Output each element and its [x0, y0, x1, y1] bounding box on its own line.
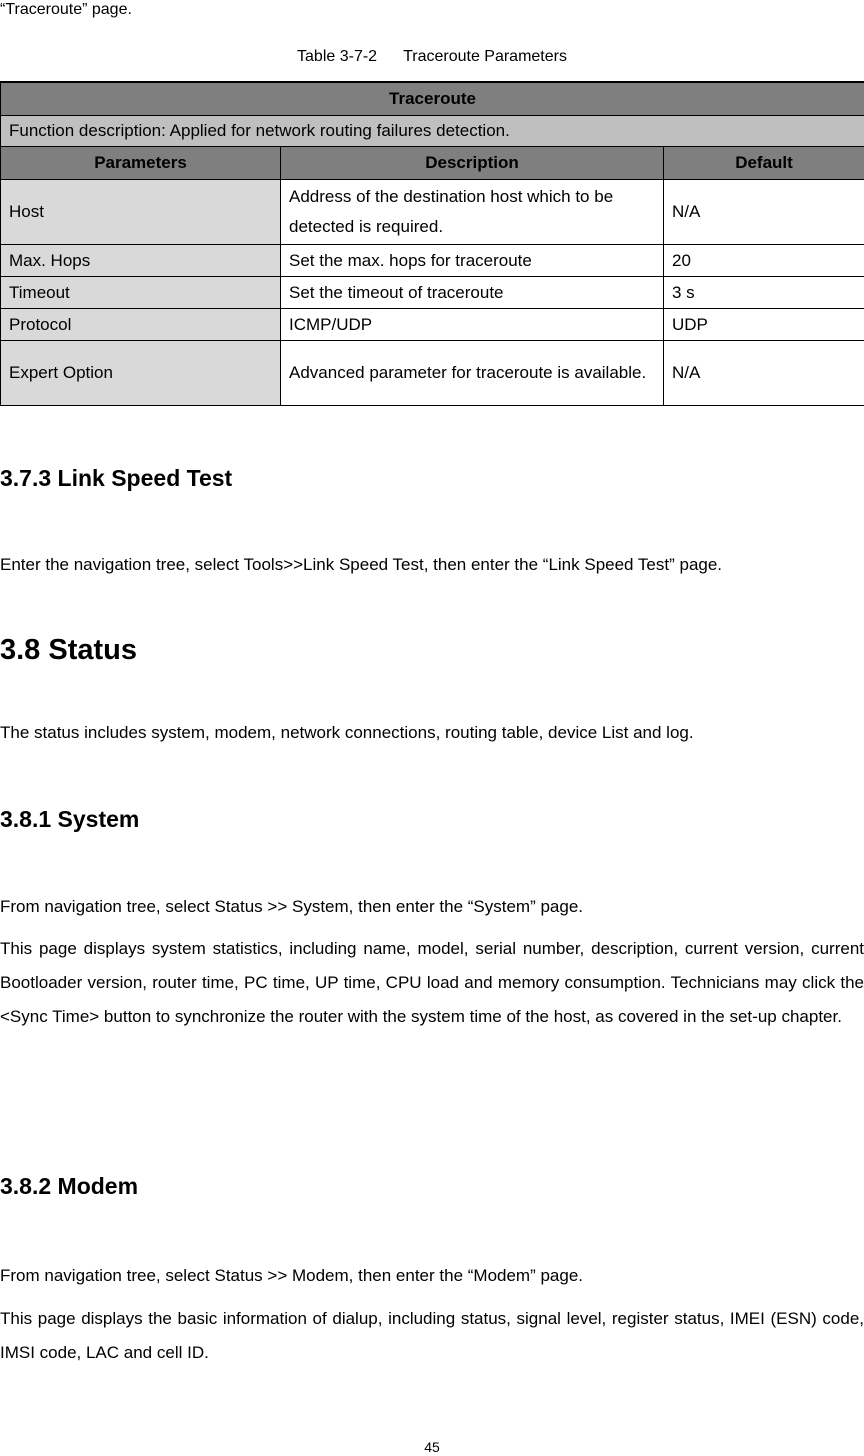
section-heading-status: 3.8 Status [0, 634, 137, 666]
modem-navigation-paragraph: From navigation tree, select Status >> Modem, then enter the “Modem” page. [0, 1266, 584, 1285]
section-heading-system: 3.8.1 System [0, 806, 140, 832]
traceroute-parameters-table [0, 81, 864, 406]
status-paragraph: The status includes system, modem, network connections, routing table, device List and log. [0, 723, 694, 742]
description-cell: ICMP/UDP [281, 309, 664, 341]
table-caption [0, 46, 864, 68]
table-title: Traceroute [1, 82, 864, 116]
table-row [1, 180, 864, 245]
default-cell: N/A [664, 180, 864, 245]
column-header-description: Description [281, 147, 664, 180]
lead-text: “Traceroute” page. [0, 1, 132, 18]
table-row [1, 309, 864, 341]
column-header-default: Default [664, 147, 864, 180]
table-row [1, 277, 864, 309]
default-cell: N/A [664, 341, 864, 406]
page-number: 45 [424, 1439, 440, 1455]
description-cell: Set the max. hops for traceroute [281, 245, 664, 277]
system-description-paragraph: This page displays system statistics, including name, model, serial number, description, current version, current Bootloader version, router time, PC time, UP time, CPU load and memory consumption. Technicians may click the <Sync Time> button to synchronize the router with the system time of the host, as covered in the set-up chapter. [0, 939, 864, 1026]
parameter-cell: Timeout [1, 277, 281, 309]
default-cell: 20 [664, 245, 864, 277]
parameter-cell: Expert Option [1, 341, 281, 406]
modem-description-paragraph: This page displays the basic information of dialup, including status, signal level, register status, IMEI (ESN) code, IMSI code, LAC and cell ID. [0, 1309, 864, 1362]
description-cell: Address of the destination host which to be detected is required. [281, 180, 664, 245]
table-caption-number: Table 3-7-2 [297, 48, 378, 65]
default-cell: UDP [664, 309, 864, 341]
parameter-cell: Max. Hops [1, 245, 281, 277]
parameter-cell: Protocol [1, 309, 281, 341]
column-header-parameters: Parameters [1, 147, 281, 180]
description-cell: Set the timeout of traceroute [281, 277, 664, 309]
default-cell: 3 s [664, 277, 864, 309]
table-header-row [1, 147, 864, 180]
parameter-cell: Host [1, 180, 281, 245]
table-row [1, 245, 864, 277]
table-title-row [1, 82, 864, 116]
description-cell: Advanced parameter for traceroute is available. [281, 341, 664, 406]
table-row [1, 341, 864, 406]
table-caption-title: Traceroute Parameters [403, 48, 567, 65]
link-speed-test-paragraph: Enter the navigation tree, select Tools>>Link Speed Test, then enter the “Link Speed Test” page. [0, 555, 723, 574]
function-description-row [1, 116, 864, 147]
section-heading-link-speed-test: 3.7.3 Link Speed Test [0, 465, 233, 491]
function-description: Function description: Applied for network routing failures detection. [1, 116, 864, 147]
section-heading-modem: 3.8.2 Modem [0, 1173, 139, 1199]
system-navigation-paragraph: From navigation tree, select Status >> System, then enter the “System” page. [0, 897, 584, 916]
